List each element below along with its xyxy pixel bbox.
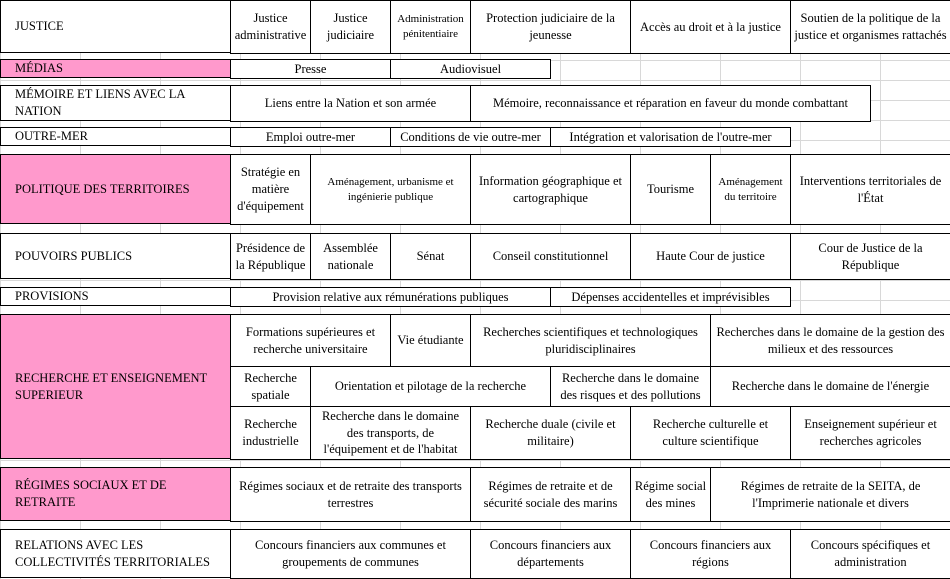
mission-label[interactable]: PROVISIONS [0,287,231,306]
program-cell[interactable]: Emploi outre-mer [230,127,391,147]
program-cell[interactable]: Formations supérieures et recherche universitaire [230,314,391,367]
mission-label[interactable]: RECHERCHE ET ENSEIGNEMENT SUPERIEUR [0,314,231,459]
program-cell[interactable]: Administration pénitentiaire [390,0,471,54]
mission-label[interactable]: MÉDIAS [0,59,231,78]
program-cell[interactable]: Justice judiciaire [310,0,391,54]
program-cell[interactable]: Presse [230,59,391,79]
program-cell[interactable]: Sénat [390,233,471,280]
program-cell[interactable]: Protection judiciaire de la jeunesse [470,0,631,54]
mission-label[interactable]: RELATIONS AVEC LES COLLECTIVITÉS TERRITORIALES [0,529,231,578]
mission-label[interactable]: POLITIQUE DES TERRITOIRES [0,154,231,224]
program-cell[interactable]: Recherche dans le domaine de l'énergie [710,366,950,407]
program-cell[interactable]: Vie étudiante [390,314,471,367]
program-cell[interactable]: Interventions territoriales de l'État [790,154,950,225]
program-cell[interactable]: Recherche dans le domaine des risques et des pollutions [550,366,711,407]
program-cell[interactable]: Recherche spatiale [230,366,311,407]
program-cell[interactable]: Mémoire, reconnaissance et réparation en faveur du monde combattant [470,85,871,122]
program-cell[interactable]: Dépenses accidentelles et imprévisibles [550,287,791,307]
program-cell[interactable]: Intégration et valorisation de l'outre-mer [550,127,791,147]
program-cell[interactable]: Recherches scientifiques et technologiques pluridisciplinaires [470,314,711,367]
program-cell[interactable]: Concours financiers aux régions [630,529,791,579]
program-cell[interactable]: Enseignement supérieur et recherches agricoles [790,406,950,460]
program-cell[interactable]: Conditions de vie outre-mer [390,127,551,147]
program-cell[interactable]: Assemblée nationale [310,233,391,280]
program-cell[interactable]: Concours financiers aux communes et groupements de communes [230,529,471,579]
program-cell[interactable]: Régimes de retraite et de sécurité sociale des marins [470,467,631,522]
program-cell[interactable]: Recherches dans le domaine de la gestion des milieux et des ressources [710,314,950,367]
program-cell[interactable]: Recherche industrielle [230,406,311,460]
program-cell[interactable]: Régime social des mines [630,467,711,522]
program-cell[interactable]: Accès au droit et à la justice [630,0,791,54]
program-cell[interactable]: Soutien de la politique de la justice et organismes rattachés [790,0,950,54]
program-cell[interactable]: Recherche dans le domaine des transports, de l'équipement et de l'habitat [310,406,471,460]
program-cell[interactable]: Justice administrative [230,0,311,54]
program-cell[interactable]: Stratégie en matière d'équipement [230,154,311,225]
mission-label[interactable]: MÉMOIRE ET LIENS AVEC LA NATION [0,85,231,121]
program-cell[interactable]: Recherche duale (civile et militaire) [470,406,631,460]
program-cell[interactable]: Information géographique et cartographique [470,154,631,225]
program-cell[interactable]: Haute Cour de justice [630,233,791,280]
program-cell[interactable]: Liens entre la Nation et son armée [230,85,471,122]
mission-label[interactable]: POUVOIRS PUBLICS [0,233,231,279]
mission-label[interactable]: RÉGIMES SOCIAUX ET DE RETRAITE [0,467,231,521]
mission-label[interactable]: JUSTICE [0,0,231,53]
program-cell[interactable]: Tourisme [630,154,711,225]
program-cell[interactable]: Audiovisuel [390,59,551,79]
program-cell[interactable]: Recherche culturelle et culture scientifique [630,406,791,460]
program-cell[interactable]: Cour de Justice de la République [790,233,950,280]
program-cell[interactable]: Orientation et pilotage de la recherche [310,366,551,407]
program-cell[interactable]: Aménagement, urbanisme et ingénierie publique [310,154,471,225]
program-cell[interactable]: Conseil constitutionnel [470,233,631,280]
program-cell[interactable]: Aménagement du territoire [710,154,791,225]
program-cell[interactable]: Présidence de la République [230,233,311,280]
program-cell[interactable]: Concours spécifiques et administration [790,529,950,579]
program-cell[interactable]: Régimes sociaux et de retraite des transports terrestres [230,467,471,522]
program-cell[interactable]: Concours financiers aux départements [470,529,631,579]
mission-label[interactable]: OUTRE-MER [0,127,231,146]
program-cell[interactable]: Provision relative aux rémunérations publiques [230,287,551,307]
program-cell[interactable]: Régimes de retraite de la SEITA, de l'Imprimerie nationale et divers [710,467,950,522]
